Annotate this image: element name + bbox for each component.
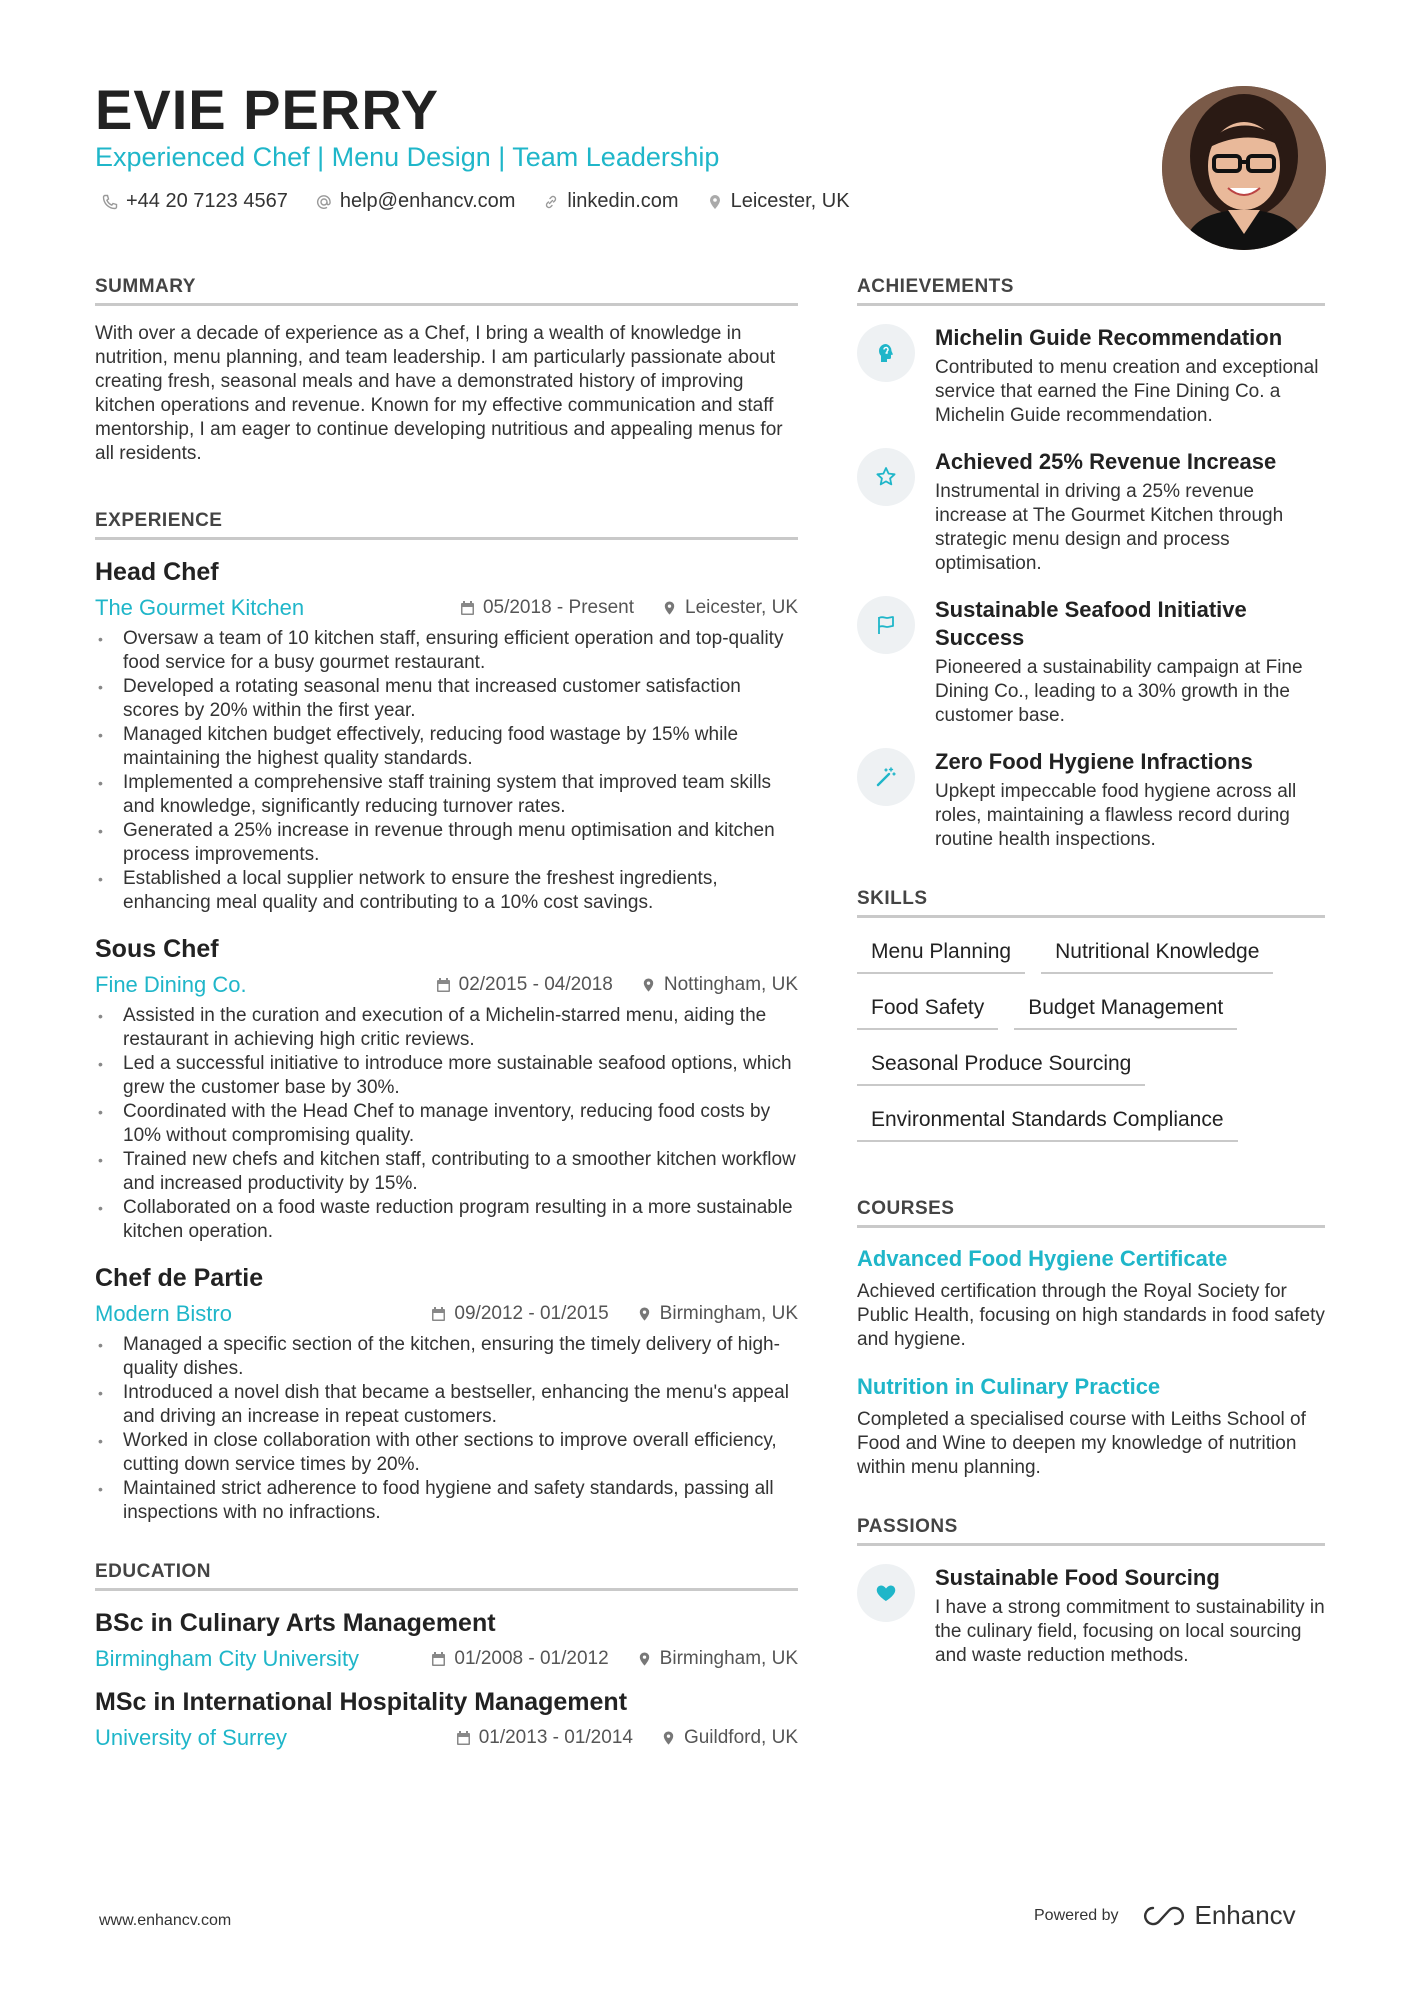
job-bullet: • Led a successful initiative to introduce more sustainable seafood options, which grew the customer base by 30%. <box>95 1052 798 1100</box>
passions-heading: PASSIONS <box>857 1516 1325 1546</box>
contact-linkedin[interactable] <box>543 190 678 213</box>
passion-title: Sustainable Food Sourcing <box>935 1565 1220 1590</box>
education-meta <box>95 1646 798 1672</box>
footer-website[interactable]: www.enhancv.com <box>99 1912 232 1929</box>
job-meta-details <box>431 1303 798 1325</box>
profile-photo <box>1162 86 1326 250</box>
education-dates-text: 01/2008 - 01/2012 <box>454 1648 609 1669</box>
education-degree: BSc in Culinary Arts Management <box>95 1609 496 1637</box>
education-entry <box>95 1688 798 1751</box>
achievement-icon-badge <box>857 748 915 806</box>
calendar-icon <box>460 600 475 616</box>
summary-section <box>95 276 798 466</box>
courses-section <box>857 1198 1325 1480</box>
summary-heading: SUMMARY <box>95 276 798 306</box>
phone-icon <box>102 194 118 210</box>
location-pin-icon <box>661 1730 676 1746</box>
achievement-desc: Contributed to menu creation and exceptional service that earned the Fine Dining Co. a Michelin Guide recommendation. <box>935 357 1319 426</box>
achievement-icon-badge <box>857 448 915 506</box>
achievements-heading: ACHIEVEMENTS <box>857 276 1325 306</box>
contact-email[interactable] <box>316 190 516 213</box>
job-bullet: • Oversaw a team of 10 kitchen staff, ensuring efficient operation and top-quality food service for a busy gourmet restaurant. <box>95 627 798 675</box>
job-bullet: • Maintained strict adherence to food hygiene and safety standards, passing all inspections with no infractions. <box>95 1477 798 1525</box>
education-heading: EDUCATION <box>95 1561 798 1591</box>
job-bullet: • Managed a specific section of the kitchen, ensuring the timely delivery of high-quality dishes. <box>95 1333 798 1381</box>
achievement-item <box>857 596 1325 728</box>
courses-heading: COURSES <box>857 1198 1325 1228</box>
skill-tag: Food Safety <box>857 992 998 1030</box>
brand-logo[interactable] <box>1141 1900 1296 1931</box>
achievement-body <box>935 596 1325 728</box>
job-location <box>641 974 798 996</box>
location-pin-icon <box>641 977 656 993</box>
achievement-title: Michelin Guide Recommendation <box>935 325 1283 350</box>
achievement-item <box>857 448 1325 576</box>
location-pin-icon <box>662 600 677 616</box>
calendar-icon <box>431 1306 446 1322</box>
summary-text: With over a decade of experience as a Chef, I bring a wealth of knowledge in nutrition, menu planning, and team leadership. I am particularly passionate about creating fresh, seasonal meals and have a demonstrated history of improving kitchen operations and revenue. Known for my effective communication and staff mentorship, I am eager to continue developing nutritious and appealing menus for all residents. <box>95 323 783 464</box>
course-desc: Achieved certification through the Royal Society for Public Health, focusing on high standards in food safety and hygiene. <box>857 1281 1325 1350</box>
education-school: University of Surrey <box>95 1725 287 1750</box>
at-icon <box>316 194 332 210</box>
job-bullet: • Established a local supplier network to ensure the freshest ingredients, enhancing meal quality and contributing to a 10% cost savings. <box>95 867 798 915</box>
job-title: Sous Chef <box>95 935 219 963</box>
job-dates <box>460 597 634 619</box>
achievement-title: Zero Food Hygiene Infractions <box>935 749 1253 774</box>
experience-section <box>95 510 798 1525</box>
powered-by-text: Powered by <box>1034 1906 1119 1924</box>
enhancv-logo-icon <box>1141 1904 1187 1928</box>
job-company: Modern Bistro <box>95 1301 232 1326</box>
job-company: The Gourmet Kitchen <box>95 595 305 620</box>
achievement-item <box>857 324 1325 428</box>
job-dates-text: 09/2012 - 01/2015 <box>454 1303 609 1324</box>
experience-heading: EXPERIENCE <box>95 510 798 540</box>
calendar-icon <box>456 1730 471 1746</box>
job-bullet: • Implemented a comprehensive staff training system that improved team skills and knowledge, significantly reducing turnover rates. <box>95 771 798 819</box>
job-dates-text: 02/2015 - 04/2018 <box>458 974 613 995</box>
job-meta <box>95 595 798 621</box>
achievement-item <box>857 748 1325 852</box>
passion-desc: I have a strong commitment to sustainability in the culinary field, focusing on local sourcing and waste reduction methods. <box>935 1597 1325 1666</box>
passion-item <box>857 1564 1325 1668</box>
education-dates <box>431 1648 608 1670</box>
job-dates-text: 05/2018 - Present <box>482 597 634 618</box>
contact-bar <box>102 190 850 213</box>
education-meta-details <box>456 1727 798 1749</box>
contact-phone[interactable] <box>102 190 288 213</box>
course-desc: Completed a specialised course with Leiths School of Food and Wine to deepen my knowledge of nutrition within menu planning. <box>857 1409 1306 1478</box>
calendar-icon <box>436 977 451 993</box>
education-meta-details <box>431 1648 798 1670</box>
job-location-text: Birmingham, UK <box>659 1303 798 1324</box>
job-company: Fine Dining Co. <box>95 972 247 997</box>
achievement-desc: Upkept impeccable food hygiene across all roles, maintaining a flawless record during routine health inspections. <box>935 781 1297 850</box>
location-pin-icon <box>637 1306 652 1322</box>
headline: Experienced Chef | Menu Design | Team Leadership <box>95 142 720 172</box>
achievement-body <box>935 748 1325 852</box>
linkedin-text: linkedin.com <box>567 190 679 212</box>
achievement-icon-badge <box>857 596 915 654</box>
course-title: Advanced Food Hygiene Certificate <box>857 1246 1228 1271</box>
education-section <box>95 1561 798 1751</box>
skills-section <box>857 888 1325 1142</box>
job-bullet: • Managed kitchen budget effectively, reducing food wastage by 15% while maintaining the highest quality standards. <box>95 723 798 771</box>
job-bullet: • Trained new chefs and kitchen staff, contributing to a smoother kitchen workflow and increased productivity by 15%. <box>95 1148 798 1196</box>
passion-body <box>935 1564 1325 1668</box>
job-dates <box>436 974 613 996</box>
job-bullet: • Collaborated on a food waste reduction program resulting in a more sustainable kitchen operation. <box>95 1196 798 1244</box>
brand-name: Enhancv <box>1194 1900 1296 1930</box>
job-bullet: • Introduced a novel dish that became a bestseller, enhancing the menu's appeal and driving an increase in repeat customers. <box>95 1381 798 1429</box>
job-bullet: • Assisted in the curation and execution of a Michelin-starred menu, aiding the restaurant in achieving high critic reviews. <box>95 1004 798 1052</box>
calendar-icon <box>431 1651 446 1667</box>
job-dates <box>431 1303 608 1325</box>
education-location-text: Birmingham, UK <box>659 1648 798 1669</box>
job-bullet: • Generated a 25% increase in revenue through menu optimisation and kitchen process improvements. <box>95 819 798 867</box>
job-meta-details <box>436 974 798 996</box>
education-degree: MSc in International Hospitality Management <box>95 1688 628 1716</box>
job-location <box>662 597 798 619</box>
job-bullet: • Worked in close collaboration with other sections to improve overall efficiency, cutting down service times by 20%. <box>95 1429 798 1477</box>
job-location-text: Nottingham, UK <box>663 974 798 995</box>
job-meta <box>95 972 798 998</box>
right-column <box>857 276 1325 1688</box>
phone-text: +44 20 7123 4567 <box>126 190 288 212</box>
job-bullet: • Coordinated with the Head Chef to manage inventory, reducing food costs by 10% without compromising quality. <box>95 1100 798 1148</box>
education-location <box>661 1727 798 1749</box>
skill-tag: Nutritional Knowledge <box>1041 936 1273 974</box>
education-location-text: Guildford, UK <box>683 1727 798 1748</box>
course-item <box>857 1246 1325 1352</box>
job-location-text: Leicester, UK <box>685 597 798 618</box>
star-icon <box>874 465 898 489</box>
job-entry <box>95 558 798 915</box>
left-column <box>95 276 798 1771</box>
achievement-desc: Pioneered a sustainability campaign at Fine Dining Co., leading to a 30% growth in the customer base. <box>935 657 1303 726</box>
achievement-body <box>935 448 1325 576</box>
achievement-icon-badge <box>857 324 915 382</box>
location-pin-icon <box>637 1651 652 1667</box>
job-title: Head Chef <box>95 558 219 586</box>
skill-tag: Menu Planning <box>857 936 1025 974</box>
location-text: Leicester, UK <box>730 190 850 212</box>
email-text: help@enhancv.com <box>339 190 516 212</box>
achievement-title: Sustainable Seafood Initiative Success <box>935 597 1247 650</box>
location-pin-icon <box>707 194 723 210</box>
passions-section <box>857 1516 1325 1668</box>
skills-heading: SKILLS <box>857 888 1325 918</box>
footer-branding <box>1034 1900 1296 1931</box>
portrait-illustration <box>1162 86 1326 250</box>
job-entry <box>95 935 798 1244</box>
job-bullets <box>95 627 798 915</box>
flag-icon <box>874 613 898 637</box>
achievement-body <box>935 324 1325 428</box>
job-meta-details <box>460 597 798 619</box>
achievements-section <box>857 276 1325 852</box>
course-item <box>857 1374 1325 1480</box>
candidate-name: EVIE PERRY <box>95 78 440 141</box>
heart-icon <box>874 1581 898 1605</box>
magic-wand-icon <box>874 765 898 789</box>
education-dates-text: 01/2013 - 01/2014 <box>478 1727 633 1748</box>
job-location <box>637 1303 798 1325</box>
job-meta <box>95 1301 798 1327</box>
job-title: Chef de Partie <box>95 1264 264 1292</box>
passion-icon-badge <box>857 1564 915 1622</box>
education-school: Birmingham City University <box>95 1646 360 1671</box>
skill-tag: Seasonal Produce Sourcing <box>857 1048 1145 1086</box>
job-bullets <box>95 1333 798 1525</box>
contact-location <box>707 190 850 213</box>
education-meta <box>95 1725 798 1751</box>
achievement-desc: Instrumental in driving a 25% revenue increase at The Gourmet Kitchen through strategic menu design and process optimisation. <box>935 481 1284 574</box>
skills-list <box>857 936 1325 1142</box>
skill-tag: Budget Management <box>1014 992 1237 1030</box>
job-bullets <box>95 1004 798 1244</box>
job-bullet: • Developed a rotating seasonal menu that increased customer satisfaction scores by 20% within the first year. <box>95 675 798 723</box>
chef-head-icon <box>874 341 898 365</box>
job-entry <box>95 1264 798 1525</box>
education-location <box>637 1648 798 1670</box>
education-dates <box>456 1727 633 1749</box>
course-title: Nutrition in Culinary Practice <box>857 1374 1161 1399</box>
skill-tag: Environmental Standards Compliance <box>857 1104 1238 1142</box>
link-icon <box>543 194 559 210</box>
education-entry <box>95 1609 798 1672</box>
achievement-title: Achieved 25% Revenue Increase <box>935 449 1277 474</box>
